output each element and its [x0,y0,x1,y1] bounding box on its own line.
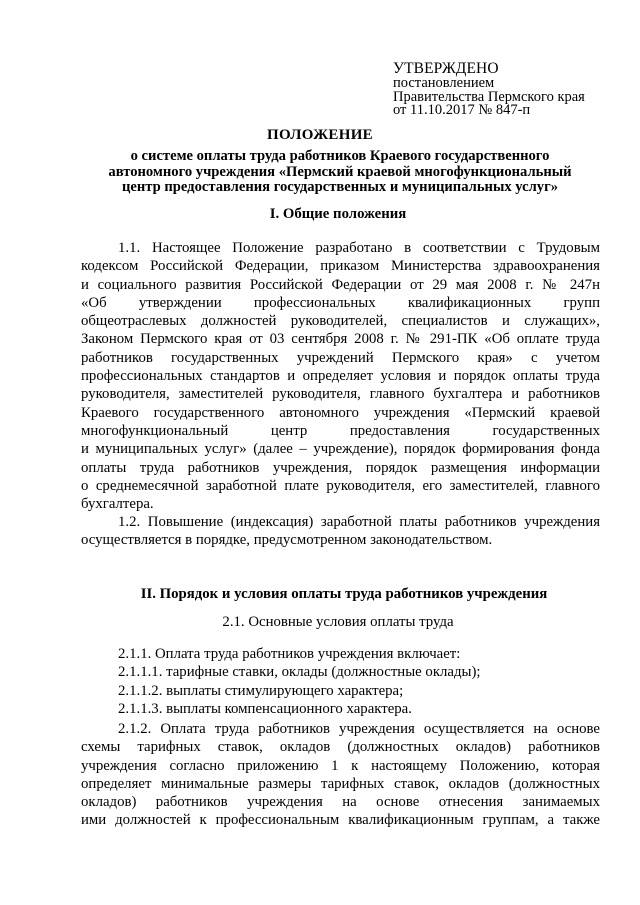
items-list [118,645,480,718]
subsection-2-1-heading: 2.1. Основные условия оплаты труда [222,614,454,630]
text-line: ими должностей к профессиональным квалификационным группам, а также [81,812,600,829]
approval-line-2: Правительства Пермского края [393,88,585,105]
text-line: руководителя, заместителей руководителя, главного бухгалтера и работников [81,386,600,403]
text-line: 1.2. Повышение (индексация) заработной платы работников учреждения [118,514,600,530]
text-line: оплаты труда работников учреждения, порядок размещения информации [81,459,600,476]
text-line: кодексом Российской Федерации, приказом Министерства здравоохранения [81,258,600,275]
approval-stamp [393,60,623,118]
text-line: Законом Пермского края от 03 сентября 2008 г. № 291-ПК «Об оплате труда [81,331,600,348]
approval-title: УТВЕРЖДЕНО [393,60,499,77]
section-1-heading: I. Общие положения [269,206,407,222]
text-line: окладов) работников учреждения на основе отнесения занимаемых [81,794,600,811]
paragraph-1-1 [81,239,600,513]
list-item: 2.1.1.2. выплаты стимулирующего характера; [118,682,404,699]
paragraph-1-2 [81,513,600,550]
text-line: общеотраслевых должностей руководителей, специалистов и служащих», [81,313,600,330]
text-line: и социального развития Российской Федерации от 29 мая 2008 г. № 247н [81,276,600,293]
text-line: «Об утверждении профессиональных квалификационных групп [81,294,600,311]
text-line: профессиональных стандартов и определяет условия и порядок оплаты труда [81,368,600,385]
subtitle-line: автономного учреждения «Пермский краевой многофункциональный [108,163,572,180]
section-2-heading: II. Порядок и условия оплаты труда работников учреждения [140,586,548,602]
text-line: 1.1. Настоящее Положение разработано в соответствии с Трудовым [118,240,600,256]
document-subtitle [80,149,600,196]
text-line: работников государственных учреждений Пермского края» с учетом [81,349,600,366]
paragraph-2-1-2 [81,720,600,830]
text-line: многофункциональный центр предоставления государственных [81,422,600,439]
text-line: осуществляется в порядке, предусмотренном законодательством. [81,532,493,549]
text-line: бухгалтера. [81,496,154,513]
text-line: Краевого государственного автономного учреждения «Пермский краевой [81,404,600,421]
list-item: 2.1.1. Оплата труда работников учреждения включает: [118,646,461,662]
text-line: и муниципальных услуг» (далее – учреждение), порядок формирования фонда [81,441,600,458]
subtitle-line: центр предоставления государственных и муниципальных услуг» [121,179,559,195]
list-item: 2.1.1.3. выплаты компенсационного характера. [118,700,412,717]
approval-line-1: постановлением [393,75,495,91]
text-line: 2.1.2. Оплата труда работников учреждения осуществляется на основе [118,721,600,737]
text-line: схемы тарифных ставок, окладов (должностных окладов) работников [81,739,600,756]
list-item: 2.1.1.1. тарифные ставки, оклады (должностные оклады); [118,664,481,681]
document-title: ПОЛОЖЕНИЕ [267,127,373,143]
approval-line-3: от 11.10.2017 № 847-п [393,102,531,118]
subtitle-line: о системе оплаты труда работников Краевого государственного [130,148,550,164]
text-line: определяет минимальные размеры тарифных ставок, окладов (должностных [81,775,600,792]
text-line: о среднемесячной заработной плате руководителя, его заместителей, главного [81,477,600,494]
text-line: учреждения согласно приложению 1 к настоящему Положению, которая [81,757,600,774]
